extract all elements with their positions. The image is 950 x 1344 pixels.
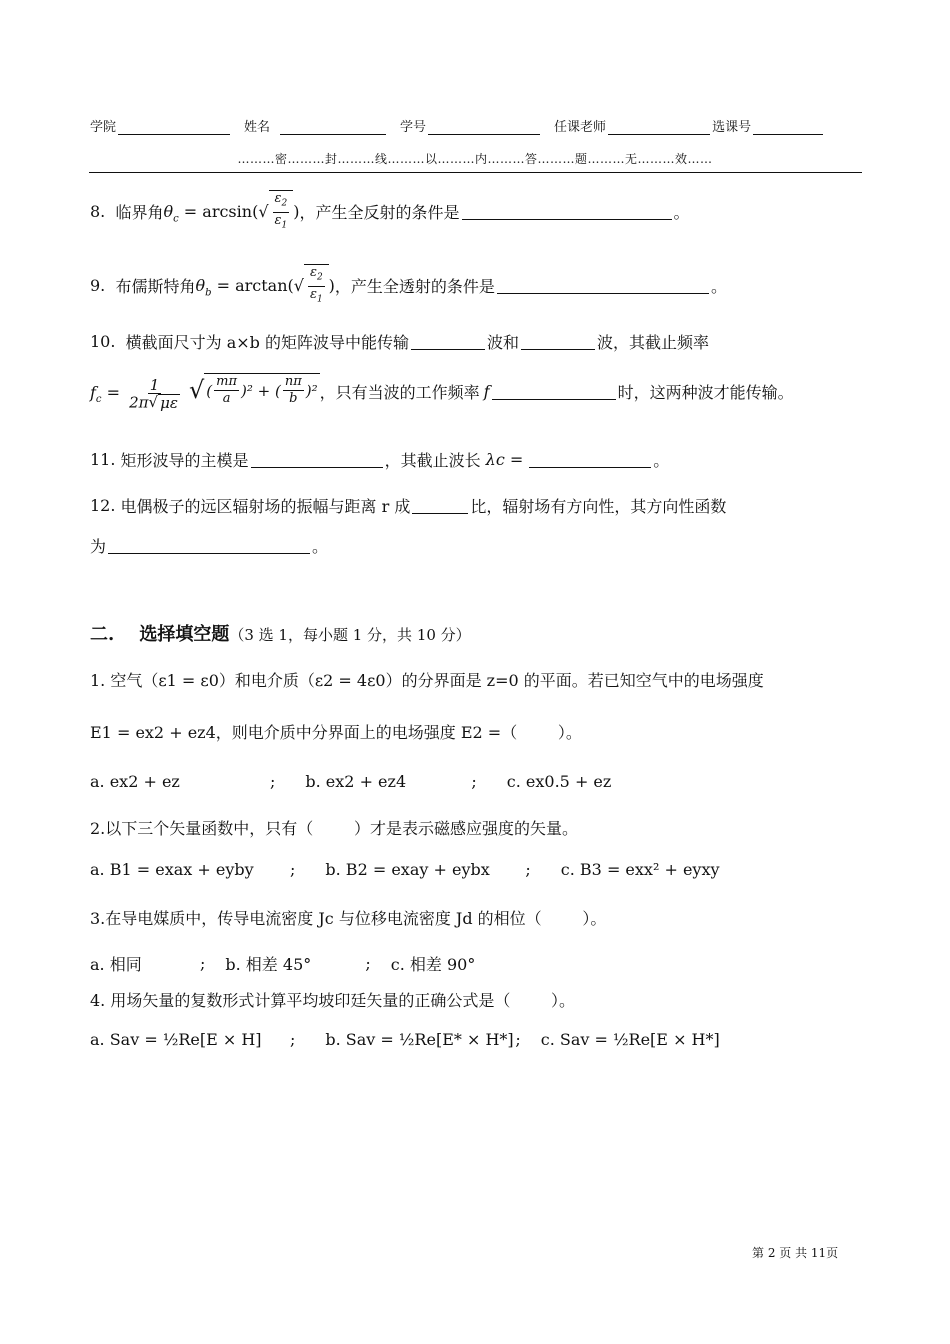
section-2-note: （3 选 1，每小题 1 分，共 10 分）: [229, 626, 471, 644]
teacher-blank[interactable]: [608, 120, 710, 135]
q9-text: 布儒斯特角: [115, 277, 196, 297]
question-12-line2: [90, 534, 328, 557]
q10-blank-1[interactable]: [411, 333, 485, 350]
question-12-line1: [90, 494, 850, 517]
q8-formula: $\theta_c = \arcsin(√$ $\frac{\varepsilon_2}{\varepsilon_1}$ ): [163, 190, 299, 233]
q10-text: 横截面尺寸为 a×b 的矩阵波导中能传输: [125, 333, 409, 352]
s2-q4-option-c[interactable]: c. Sav = ½Re[E × H*]: [540, 1030, 720, 1049]
header-info-line: [90, 116, 860, 135]
s2-q2-option-c[interactable]: c. B3 = exx² + eyxy: [560, 860, 720, 879]
q10-text-b: 波和: [487, 333, 520, 352]
s2-q1-option-b[interactable]: b. ex2 + ez4: [305, 772, 407, 791]
s2-q3-option-b[interactable]: b. 相差 45°: [225, 955, 312, 974]
section-2-heading: 二. 选择填空题: [90, 624, 230, 645]
q12-text-b: 比，辐射场有方向性，其方向性函数: [470, 497, 727, 516]
q10-text-c: 波，其截止频率: [597, 333, 710, 352]
q10-f: f: [483, 382, 490, 402]
q12-number: 12.: [90, 496, 116, 515]
section-2-title: [90, 620, 471, 646]
q9-text-b: ，产生全透射的条件是: [334, 277, 495, 297]
s2-q3-options: a. 相同 ; b. 相差 45° ; c. 相差 90°: [90, 954, 476, 974]
header-field-teacher: 任课老师: [554, 120, 607, 135]
s2-q1-options: a. ex2 + ez ; b. ex2 + ez4 ; c. ex0.5 + ez: [90, 772, 612, 791]
q10-number: 10.: [90, 332, 116, 351]
s2-q3-option-c[interactable]: c. 相差 90°: [390, 955, 476, 974]
s2-q2-option-b[interactable]: b. B2 = exay + eybx: [325, 860, 490, 879]
question-10-line2: [90, 373, 794, 411]
seal-line: ………密………封………线………以………内………答………题………无………效……: [237, 152, 713, 166]
header-field-student-id: 学号: [400, 120, 427, 135]
q11-text: 矩形波导的主模是: [120, 451, 249, 470]
q9-answer-blank[interactable]: [497, 277, 709, 294]
question-10-line1: [90, 330, 850, 353]
name-blank[interactable]: [280, 120, 386, 135]
header-field-name: 姓名: [244, 120, 271, 135]
q11-blank-1[interactable]: [251, 451, 383, 468]
q10-text-d: ，只有当波的工作频率: [319, 383, 480, 403]
s2-q2-line1: 2.以下三个矢量函数中，只有（ ）才是表示磁感应强度的矢量。: [90, 819, 578, 838]
q11-text-b: ，其截止波长: [384, 451, 481, 470]
q8-end: 。: [673, 203, 690, 223]
question-9: [90, 264, 727, 307]
college-blank[interactable]: [118, 120, 230, 135]
q11-end: 。: [653, 451, 670, 470]
s2-q1-line1: 1. 空气（ε1 = ε0）和电介质（ε2 = 4ε0）的分界面是 z=0 的平面。若已知空气中的电场强度: [90, 671, 764, 690]
q8-number: 8.: [90, 202, 106, 222]
s2-q4-option-b[interactable]: b. Sav = ½Re[E* × H*]: [325, 1030, 514, 1049]
s2-q3-option-a[interactable]: a. 相同: [90, 955, 142, 974]
q10-blank-3[interactable]: [492, 383, 616, 400]
question-8: [90, 190, 690, 233]
header-field-college: 学院: [90, 120, 117, 135]
s2-q2-option-a[interactable]: a. B1 = exax + eyby: [90, 860, 254, 879]
q12-text: 电偶极子的远区辐射场的振幅与距离 r 成: [120, 497, 411, 516]
q8-text: 临界角: [115, 203, 164, 223]
q11-number: 11.: [90, 450, 116, 469]
q12-end: 。: [312, 537, 329, 556]
s2-q2-options: a. B1 = exax + eyby ; b. B2 = exay + eybx ; c. B3 = exx² + eyxy: [90, 860, 720, 879]
header-field-course-no: 选课号: [712, 120, 752, 135]
q11-blank-2[interactable]: [529, 451, 651, 468]
q8-text-b: ，产生全反射的条件是: [299, 203, 460, 223]
q12-blank-1[interactable]: [412, 497, 468, 514]
header-rule: [89, 172, 862, 173]
s2-q1-line2: E1 = ex2 + ez4，则电介质中分界面上的电场强度 E2 =（ ）。: [90, 723, 582, 742]
q12-blank-2[interactable]: [108, 537, 310, 554]
q11-lambda: λc =: [485, 450, 524, 469]
q10-blank-2[interactable]: [521, 333, 595, 350]
q9-number: 9.: [90, 276, 106, 296]
q9-formula: $\theta_b = \arctan(√$ $\frac{\varepsilon_2}{\varepsilon_1}$ ): [195, 264, 334, 307]
question-11: [90, 448, 669, 471]
student-id-blank[interactable]: [428, 120, 540, 135]
s2-q4-option-a[interactable]: a. Sav = ½Re[E × H]: [90, 1030, 262, 1049]
s2-q1-option-a[interactable]: a. ex2 + ez: [90, 772, 180, 791]
s2-q3-line1: 3.在导电媒质中，传导电流密度 Jc 与位移电流密度 Jd 的相位（ ）。: [90, 909, 607, 928]
q8-answer-blank[interactable]: [462, 203, 672, 220]
page-number: 第 2 页 共 11页: [752, 1246, 839, 1260]
q10-formula: $f_c$ = 1 2π√ με √ ( $\frac{m\pi}{a}$ )² + ( $\frac{n\pi}{b}$ )²: [90, 374, 318, 412]
q12-text-c: 为: [90, 537, 107, 556]
s2-q4-options: a. Sav = ½Re[E × H] ; b. Sav = ½Re[E* × H*] ; c. Sav = ½Re[E × H*]: [90, 1030, 720, 1049]
course-no-blank[interactable]: [753, 120, 823, 135]
s2-q4-line1: 4. 用场矢量的复数形式计算平均坡印廷矢量的正确公式是（ ）。: [90, 991, 576, 1010]
s2-q1-option-c[interactable]: c. ex0.5 + ez: [506, 772, 612, 791]
q10-text-e: 时，这两种波才能传输。: [617, 383, 794, 403]
q9-end: 。: [710, 277, 727, 297]
